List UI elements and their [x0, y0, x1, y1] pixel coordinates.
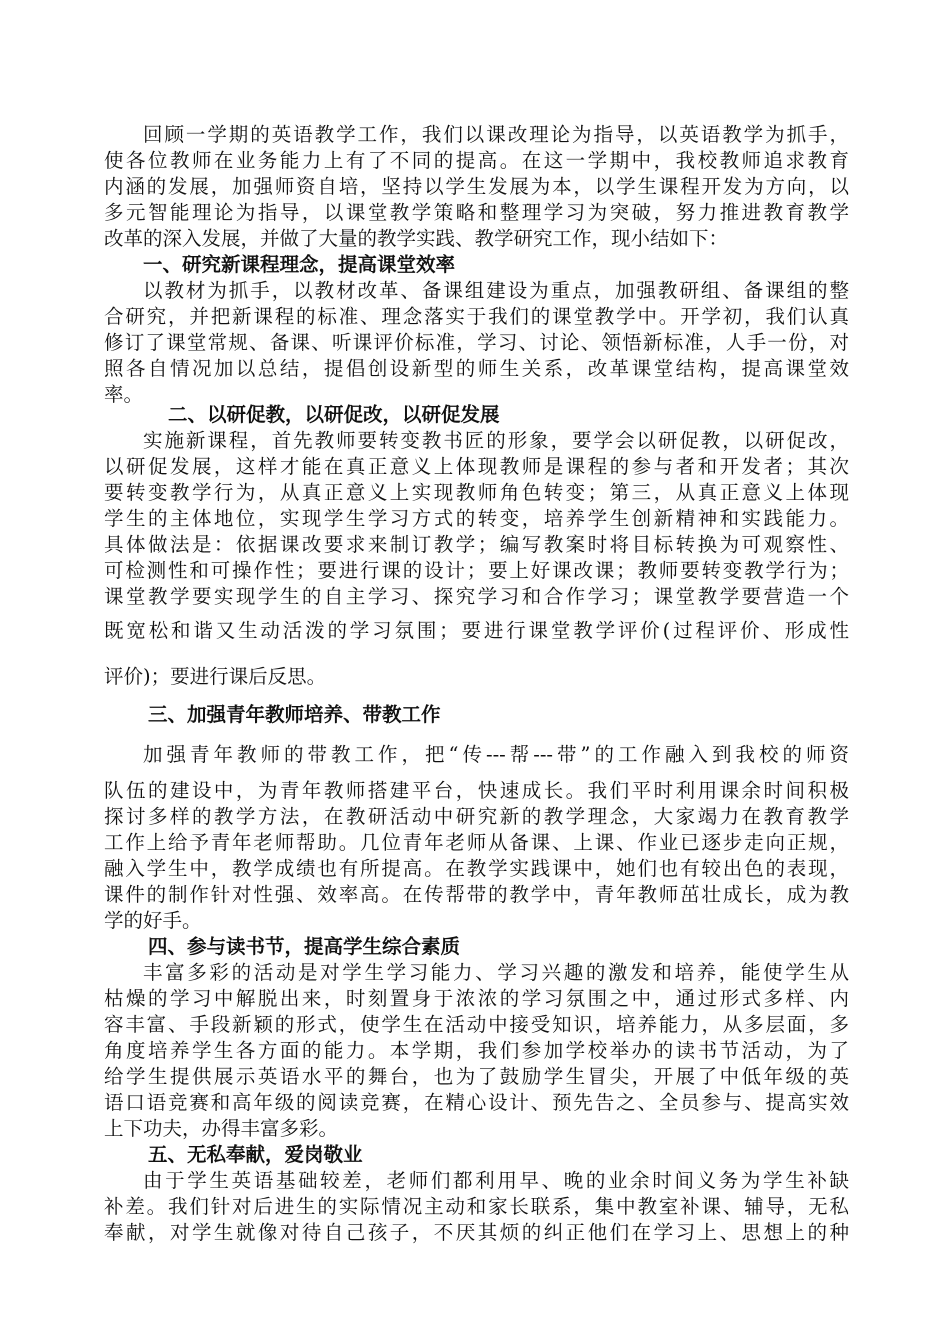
section3-line-6: 课件的制作针对性强、效率高。在传帮带的教学中，青年教师茁壮成长，成为教 [104, 883, 849, 906]
section5-heading: 五、无私奉献，爱岗敬业 [148, 1143, 363, 1166]
section4-line-4: 角度培养学生各方面的能力。本学期，我们参加学校举办的读书节活动，为了 [104, 1039, 849, 1062]
section1-line-2: 合研究，并把新课程的标准、理念落实于我们的课堂教学中。开学初，我们认真 [104, 305, 849, 328]
section2-line-3: 要转变教学行为，从真正意义上实现教师角色转变；第三，从真正意义上体现 [104, 481, 849, 504]
section4-line-1: 丰富多彩的活动是对学生学习能力、学习兴趣的激发和培养，能使学生从 [143, 961, 849, 984]
section3-line-1: 加强青年教师的带教工作，把“传---帮---带”的工作融入到我校的师资 [143, 743, 849, 766]
section2-line-6: 可检测性和可操作性；要进行课的设计；要上好课改课；教师要转变教学行为； [104, 559, 849, 582]
section4-line-3: 容丰富、手段新颖的形式，使学生在活动中接受知识，培养能力，从多层面，多 [104, 1013, 849, 1036]
intro-line-4: 多元智能理论为指导，以课堂教学策略和整理学习为突破，努力推进教育教学 [104, 201, 849, 224]
section4-line-7: 上下功夫，办得丰富多彩。 [104, 1117, 339, 1140]
section2-line-8: 既宽松和谐又生动活泼的学习氛围；要进行课堂教学评价(过程评价、形成性 [104, 619, 849, 642]
section5-line-2: 补差。我们针对后进生的实际情况主动和家长联系，集中教室补课、辅导，无私 [104, 1195, 849, 1218]
intro-line-5: 改革的深入发展，并做了大量的教学实践、教学研究工作，现小结如下： [104, 227, 729, 250]
intro-line-1: 回顾一学期的英语教学工作，我们以课改理论为指导，以英语教学为抓手， [143, 123, 849, 146]
section2-heading: 二、以研促教，以研促改，以研促发展 [168, 403, 500, 426]
section3-heading: 三、加强青年教师培养、带教工作 [148, 703, 441, 726]
section5-line-3: 奉献，对学生就像对待自己孩子，不厌其烦的纠正他们在学习上、思想上的种 [104, 1221, 849, 1244]
section1-heading: 一、研究新课程理念，提高课堂效率 [143, 253, 456, 276]
section3-line-2: 队伍的建设中，为青年教师搭建平台，快速成长。我们平时利用课余时间积极 [104, 779, 849, 802]
section2-line-2: 以研促发展，这样才能在真正意义上体现教师是课程的参与者和开发者；其次 [104, 455, 849, 478]
section4-line-5: 给学生提供展示英语水平的舞台，也为了鼓励学生冒尖，开展了中低年级的英 [104, 1065, 849, 1088]
section1-line-4: 照各自情况加以总结，提倡创设新型的师生关系，改革课堂结构，提高课堂效 [104, 357, 849, 380]
intro-line-3: 内涵的发展，加强师资自培，坚持以学生发展为本，以学生课程开发为方向，以 [104, 175, 849, 198]
section3-line-5: 融入学生中，教学成绩也有所提高。在教学实践课中，她们也有较出色的表现， [104, 857, 849, 880]
section1-line-3: 修订了课堂常规、备课、听课评价标准，学习、讨论、领悟新标准，人手一份，对 [104, 331, 849, 354]
intro-line-2: 使各位教师在业务能力上有了不同的提高。在这一学期中，我校教师追求教育 [104, 149, 849, 172]
section3-line-3: 探讨多样的教学方法，在教研活动中研究新的教学理念，大家竭力在教育教学 [104, 805, 849, 828]
section4-heading: 四、参与读书节，提高学生综合素质 [148, 935, 461, 958]
section2-line-5: 具体做法是：依据课改要求来制订教学；编写教案时将目标转换为可观察性、 [104, 533, 849, 556]
section5-line-1: 由于学生英语基础较差，老师们都利用早、晚的业余时间义务为学生补缺 [143, 1169, 849, 1192]
section3-line-7: 学的好手。 [104, 909, 202, 932]
section4-line-2: 枯燥的学习中解脱出来，时刻置身于浓浓的学习氛围之中，通过形式多样、内 [104, 987, 849, 1010]
section3-line-4: 工作上给予青年老师帮助。几位青年老师从备课、上课、作业已逐步走向正规， [104, 831, 849, 854]
section2-line-4: 学生的主体地位，实现学生学习方式的转变，培养学生创新精神和实践能力。 [104, 507, 849, 530]
section1-line-1: 以教材为抓手，以教材改革、备课组建设为重点，加强教研组、备课组的整 [143, 279, 849, 302]
section2-line-7: 课堂教学要实现学生的自主学习、探究学习和合作学习；课堂教学要营造一个 [104, 585, 849, 608]
section2-line-9: 评价)；要进行课后反思。 [104, 665, 327, 688]
section2-line-1: 实施新课程，首先教师要转变教书匠的形象，要学会以研促教，以研促改， [143, 429, 849, 452]
section4-line-6: 语口语竞赛和高年级的阅读竞赛，在精心设计、预先告之、全员参与、提高实效 [104, 1091, 849, 1114]
section1-line-5: 率。 [104, 383, 144, 406]
